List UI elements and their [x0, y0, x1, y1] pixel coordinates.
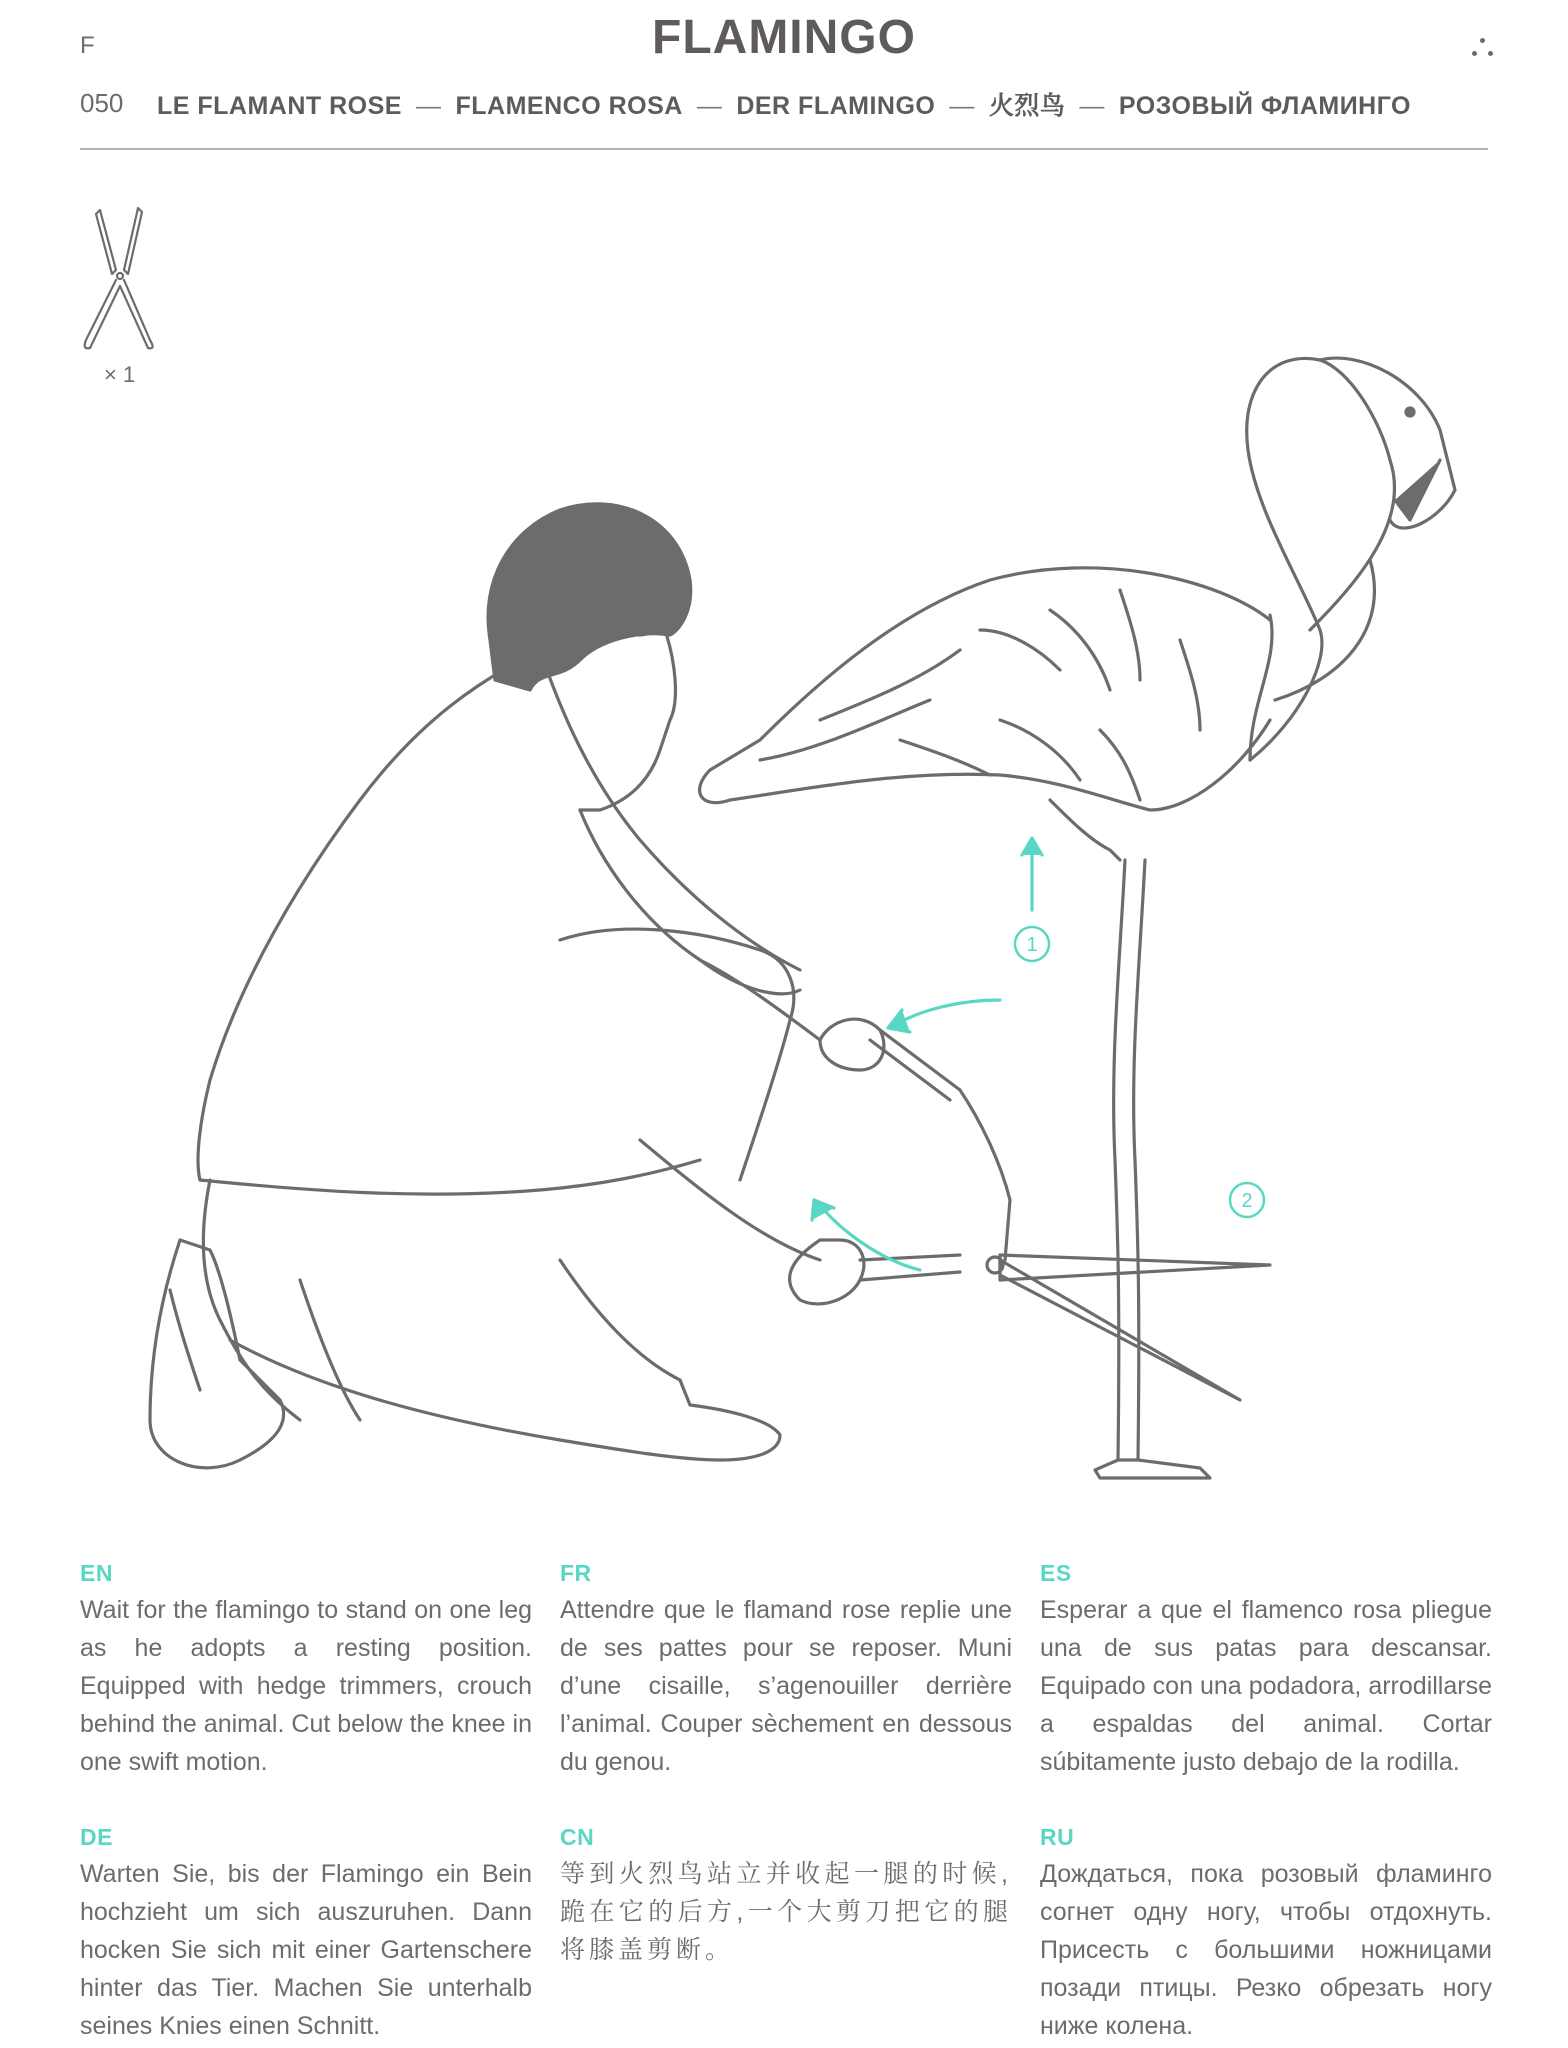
- translation-fr: LE FLAMANT ROSE: [156, 92, 402, 120]
- language-code: RU: [1040, 1824, 1075, 1850]
- translation-cn: 火烈鸟: [988, 92, 1066, 120]
- section-letter: F: [80, 32, 95, 59]
- man-figure: [150, 504, 1270, 1468]
- language-code: DE: [80, 1824, 113, 1850]
- page-number: 050: [80, 88, 124, 118]
- step-1-label: 1: [1026, 934, 1038, 956]
- translation-ru: РОЗОВЫЙ ФЛАМИНГО: [1118, 92, 1412, 120]
- instruction-text: Attendre que le flamand rose replie une de ses pattes pour se reposer. Muni d’une cisaille, s’agenouiller derrière l’animal. Couper sèchement en dessous du genou.: [560, 1596, 1012, 1776]
- instruction-text: 等到火烈鸟站立并收起一腿的时候,跪在它的后方,一个大剪刀把它的腿将膝盖剪断。: [560, 1860, 1012, 1964]
- separator: —: [1079, 92, 1105, 120]
- step-2-arrow-upper: [895, 1000, 1000, 1025]
- difficulty-dots-icon: [1470, 36, 1494, 60]
- title-translations: [0, 86, 1568, 122]
- flamingo-figure: [700, 358, 1455, 1478]
- instruction-text: Wait for the flamingo to stand on one leg as he adopts a resting position. Equipped with hedge trimmers, crouch behind the animal. Cut below the knee in one swift motion.: [80, 1596, 532, 1776]
- separator: —: [415, 92, 442, 120]
- instruction-text: Esperar a que el flamenco rosa pliegue una de sus patas para descansar. Equipado con una podadora, arrodillarse a espaldas del animal. Cortar súbitamente justo debajo de la rodilla.: [1040, 1596, 1492, 1776]
- language-code: EN: [80, 1560, 113, 1586]
- instruction-de: [80, 1824, 532, 2045]
- separator: —: [949, 92, 975, 120]
- instruction-fr: [560, 1560, 1012, 1781]
- instruction-es: [1040, 1560, 1492, 1781]
- translation-es: FLAMENCO ROSA: [455, 92, 683, 120]
- tool-count: × 1: [104, 362, 136, 387]
- instruction-cn: [560, 1824, 1012, 1969]
- step-2-label: 2: [1241, 1190, 1253, 1212]
- separator: —: [696, 92, 723, 120]
- language-code: CN: [560, 1824, 595, 1850]
- header-divider: [80, 148, 1488, 150]
- flamingo-illustration: [0, 160, 1568, 1520]
- step-annotations: [812, 838, 1264, 1270]
- instruction-text: Дождаться, пока розовый фламинго согнет одну ногу, чтобы отдохнуть. Присесть с большими ножницами позади птицы. Резко обрезать ногу ниже колена.: [1040, 1860, 1492, 2040]
- language-code: FR: [560, 1560, 592, 1586]
- instruction-ru: [1040, 1824, 1492, 2045]
- page-title: FLAMINGO: [652, 11, 916, 64]
- instruction-en: [80, 1560, 532, 1781]
- language-code: ES: [1040, 1560, 1072, 1586]
- instruction-text: Warten Sie, bis der Flamingo ein Bein hochzieht um sich auszuruhen. Dann hocken Sie sich mit einer Gartenschere hinter das Tier. Machen Sie unterhalb seines Knies einen Schnitt.: [80, 1860, 532, 2040]
- translation-de: DER FLAMINGO: [736, 92, 936, 120]
